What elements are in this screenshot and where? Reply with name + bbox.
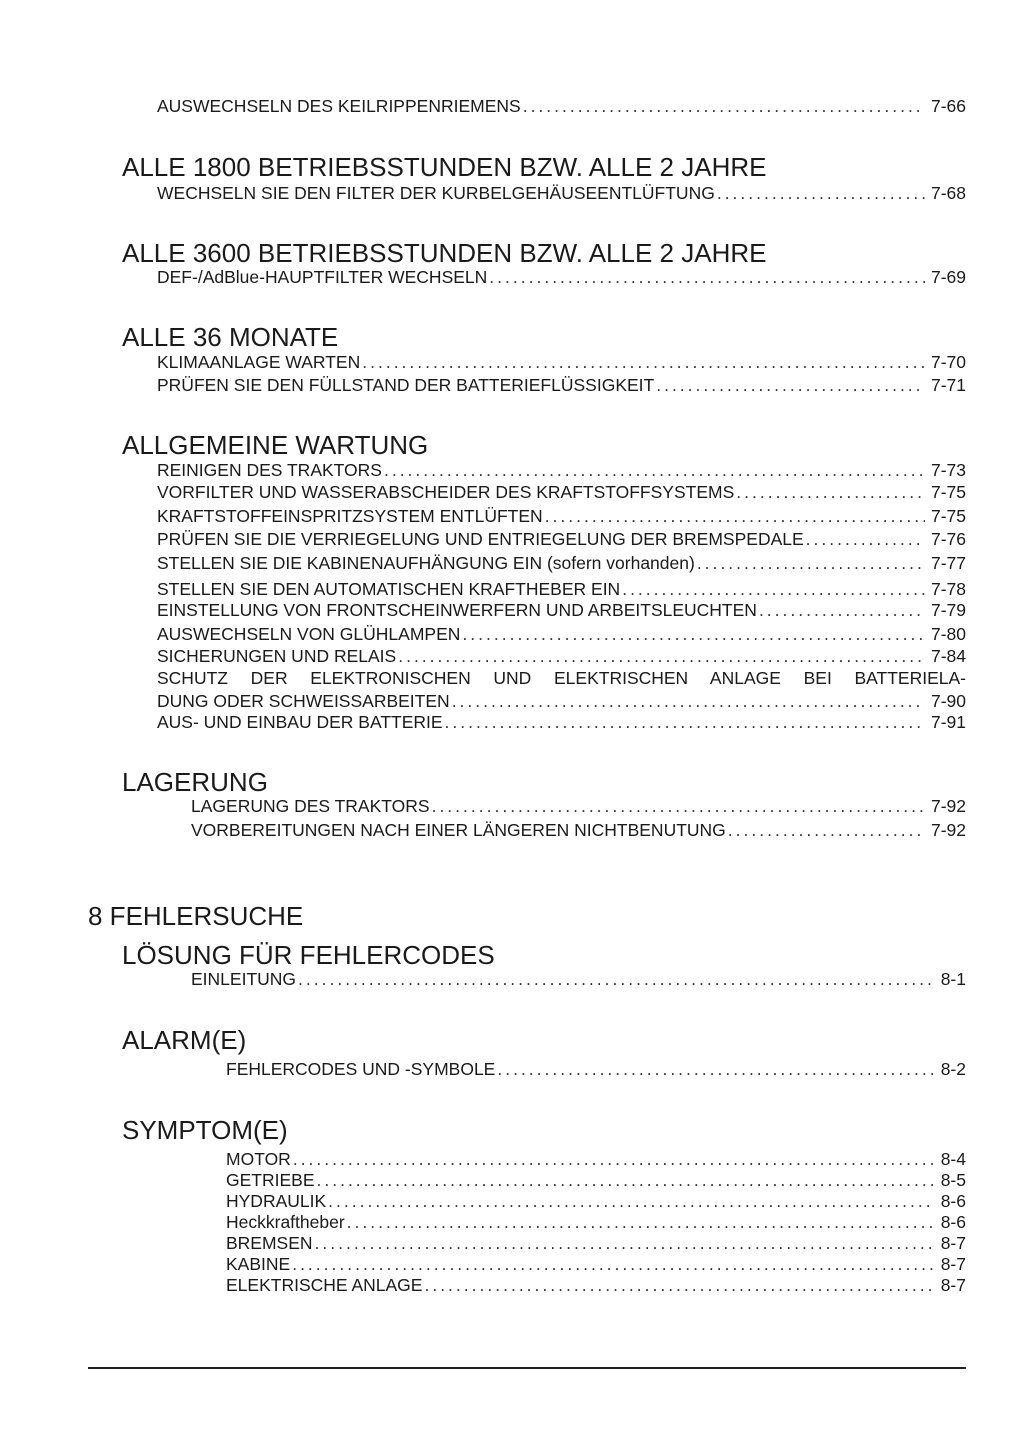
toc-entry-label: FEHLERCODES UND -SYMBOLE <box>226 1059 496 1079</box>
toc-entry-label: PRÜFEN SIE DEN FÜLLSTAND DER BATTERIEFLÜSSIGKEIT <box>157 375 655 395</box>
toc-entry-page: 7-92 <box>930 796 966 816</box>
toc-entry-label: AUSWECHSELN DES KEILRIPPENRIEMENS <box>157 96 521 116</box>
toc-entry-label: DUNG ODER SCHWEISSARBEITEN <box>157 691 450 711</box>
toc-entry-page: 8-5 <box>940 1170 966 1190</box>
toc-entry-label: AUS- UND EINBAU DER BATTERIE <box>157 712 443 732</box>
dot-leader <box>328 1190 935 1212</box>
toc-entry-page: 7-76 <box>930 529 966 549</box>
chapter-title: 8 FEHLERSUCHE <box>88 901 304 931</box>
toc-entry[interactable] <box>157 578 966 600</box>
section-heading: ALLE 1800 BETRIEBSSTUNDEN BZW. ALLE 2 JAHRE <box>122 152 767 182</box>
toc-entry[interactable] <box>157 690 966 712</box>
toc-entry[interactable] <box>226 1253 966 1275</box>
dot-leader <box>292 1253 935 1275</box>
dot-leader <box>317 1169 935 1191</box>
toc-entry[interactable] <box>226 1274 966 1296</box>
toc-entry-page: 8-6 <box>940 1212 966 1232</box>
toc-entry[interactable] <box>157 459 966 481</box>
toc-entry-page: 7-92 <box>930 820 966 840</box>
section-heading: LAGERUNG <box>122 767 268 797</box>
toc-entry-label: EINLEITUNG <box>191 969 297 989</box>
toc-entry[interactable] <box>226 1058 966 1080</box>
toc-entry[interactable] <box>157 351 966 373</box>
toc-entry-page: 7-80 <box>930 624 966 644</box>
dot-leader <box>462 623 925 645</box>
toc-entry-page: 7-77 <box>930 553 966 573</box>
toc-entry-label: GETRIEBE <box>226 1170 315 1190</box>
dot-leader <box>293 1148 935 1170</box>
dot-leader <box>445 711 925 733</box>
toc-entry-label: HYDRAULIK <box>226 1191 327 1211</box>
dot-leader <box>806 528 925 550</box>
dot-leader <box>717 182 925 204</box>
toc-entry[interactable] <box>157 623 966 645</box>
toc-entry-label: BREMSEN <box>226 1233 313 1253</box>
toc-entry[interactable] <box>157 374 966 396</box>
dot-leader <box>432 795 925 817</box>
toc-entry-label: SICHERUNGEN UND RELAIS <box>157 646 397 666</box>
toc-entry-label: STELLEN SIE DIE KABINENAUFHÄNGUNG EIN (sofern vorhanden) <box>157 553 695 573</box>
toc-entry-label: LAGERUNG DES TRAKTORS <box>191 796 430 816</box>
toc-entry-label: REINIGEN DES TRAKTORS <box>157 460 382 480</box>
toc-entry[interactable] <box>226 1190 966 1212</box>
dot-leader <box>622 578 925 600</box>
toc-entry-label: ELEKTRISCHE ANLAGE <box>226 1275 423 1295</box>
toc-entry[interactable] <box>226 1148 966 1170</box>
dot-leader <box>759 599 925 621</box>
dot-leader <box>384 459 925 481</box>
dot-leader <box>315 1232 935 1254</box>
toc-entry-label: Heckkraftheber <box>226 1212 345 1232</box>
toc-entry[interactable] <box>157 711 966 733</box>
dot-leader <box>523 95 925 117</box>
toc-entry[interactable] <box>157 599 966 621</box>
section-heading: SYMPTOM(E) <box>122 1115 288 1145</box>
dot-leader <box>298 968 935 990</box>
toc-entry-label: WECHSELN SIE DEN FILTER DER KURBELGEHÄUSEENTLÜFTUNG <box>157 183 715 203</box>
toc-entry-page: 8-7 <box>940 1275 966 1295</box>
section-heading: LÖSUNG FÜR FEHLERCODES <box>122 940 495 970</box>
toc-entry-label: VORBEREITUNGEN NACH EINER LÄNGEREN NICHTBENUTUNG <box>191 820 726 840</box>
toc-entry[interactable] <box>157 645 966 667</box>
toc-entry-label: KRAFTSTOFFEINSPRITZSYSTEM ENTLÜFTEN <box>157 506 543 526</box>
toc-entry-page: 7-66 <box>930 96 966 116</box>
section-heading: ALLGEMEINE WARTUNG <box>122 430 429 460</box>
toc-entry-page: 7-69 <box>930 267 966 287</box>
toc-entry-page: 7-78 <box>930 579 966 599</box>
toc-entry-page: 7-90 <box>930 691 966 711</box>
dot-leader <box>362 351 925 373</box>
dot-leader <box>545 505 925 527</box>
toc-entry[interactable] <box>157 182 966 204</box>
toc-entry-label: PRÜFEN SIE DIE VERRIEGELUNG UND ENTRIEGELUNG DER BREMSPEDALE <box>157 529 804 549</box>
toc-entry-page: 7-68 <box>930 183 966 203</box>
toc-entry[interactable] <box>157 552 966 574</box>
toc-entry-label-line1[interactable]: SCHUTZ DER ELEKTRONISCHEN UND ELEKTRISCHEN ANLAGE BEI BATTERIELA- <box>157 668 966 688</box>
section-heading: ALLE 36 MONATE <box>122 322 339 352</box>
toc-entry-page: 7-75 <box>930 506 966 526</box>
dot-leader <box>656 374 925 396</box>
toc-entry-label: AUSWECHSELN VON GLÜHLAMPEN <box>157 624 461 644</box>
toc-entry-label: KABINE <box>226 1254 291 1274</box>
toc-entry-page: 8-1 <box>940 969 966 989</box>
toc-entry-page: 7-84 <box>930 646 966 666</box>
toc-entry[interactable] <box>191 795 966 817</box>
toc-entry-page: 7-91 <box>930 712 966 732</box>
toc-entry[interactable] <box>191 819 966 841</box>
toc-entry-page: 7-71 <box>930 375 966 395</box>
toc-entry-label: MOTOR <box>226 1149 291 1169</box>
toc-entry-page: 8-4 <box>940 1149 966 1169</box>
toc-entry-page: 8-7 <box>940 1254 966 1274</box>
toc-entry[interactable] <box>226 1211 966 1233</box>
section-heading: ALLE 3600 BETRIEBSSTUNDEN BZW. ALLE 2 JAHRE <box>122 238 767 268</box>
dot-leader <box>728 819 925 841</box>
footer-rule <box>88 1367 966 1369</box>
toc-entry-page: 8-7 <box>940 1233 966 1253</box>
toc-entry-page: 8-2 <box>940 1059 966 1079</box>
toc-entry[interactable] <box>157 95 966 117</box>
toc-entry[interactable] <box>157 528 966 550</box>
toc-entry[interactable] <box>157 266 966 288</box>
dot-leader <box>398 645 925 667</box>
toc-entry-page: 7-75 <box>930 482 966 502</box>
toc-entry-label: DEF-/AdBlue-HAUPTFILTER WECHSELN <box>157 267 488 287</box>
toc-entry[interactable] <box>226 1169 966 1191</box>
toc-entry[interactable] <box>226 1232 966 1254</box>
dot-leader <box>347 1211 935 1233</box>
dot-leader <box>489 266 925 288</box>
toc-entry-page: 8-6 <box>940 1191 966 1211</box>
dot-leader <box>697 552 925 574</box>
toc-entry-label: EINSTELLUNG VON FRONTSCHEINWERFERN UND ARBEITSLEUCHTEN <box>157 600 757 620</box>
toc-entry[interactable] <box>157 481 966 503</box>
toc-entry-page: 7-73 <box>930 460 966 480</box>
toc-entry[interactable] <box>157 505 966 527</box>
toc-entry-label: STELLEN SIE DEN AUTOMATISCHEN KRAFTHEBER EIN <box>157 579 621 599</box>
dot-leader <box>497 1058 934 1080</box>
section-heading: ALARM(E) <box>122 1025 247 1055</box>
dot-leader <box>452 690 925 712</box>
toc-entry-page: 7-70 <box>930 352 966 372</box>
toc-entry[interactable] <box>191 968 966 990</box>
dot-leader <box>424 1274 934 1296</box>
toc-entry-label: VORFILTER UND WASSERABSCHEIDER DES KRAFTSTOFFSYSTEMS <box>157 482 735 502</box>
dot-leader <box>736 481 925 503</box>
toc-entry-page: 7-79 <box>930 600 966 620</box>
toc-entry-label: KLIMAANLAGE WARTEN <box>157 352 361 372</box>
